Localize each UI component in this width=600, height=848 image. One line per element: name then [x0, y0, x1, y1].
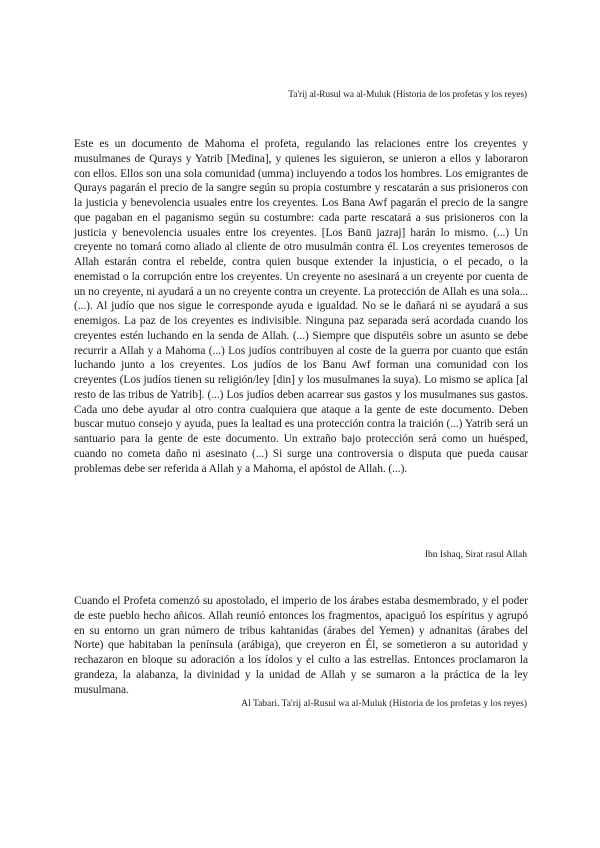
citation-al-tabari: Al Tabari. Ta'rij al-Rusul wa al-Muluk (Historia de los profetas y los reyes): [241, 699, 527, 709]
header-citation: Ta'rij al-Rusul wa al-Muluk (Historia de los profetas y los reyes): [288, 90, 527, 100]
paragraph-ibn-ishaq: Este es un documento de Mahoma el profeta, regulando las relaciones entre los creyentes y musulmanes de Qurays y Yatrib [Medina], y quienes les siguieron, se unieron a ellos y laboraron con ellos. Ellos son una sola comunidad (umma) incluyendo a todos los hombres. Los emigrantes de Qurays pagarán el precio de la sangre según su propia costumbre y rescatarán a sus prisioneros con la justicia y benevolencia usuales entre los creyentes. Los Bana Awf pagarán el precio de la sangre que pagaban en el paganismo según su costumbre: cada parte rescatará a sus prisioneros con la justicia y benevolencia usuales entre los creyentes. [Los Banū jazraj] harán lo mismo. (...) Un creyente no tomará como aliado al cliente de otro musulmán contra él. Los creyentes temerosos de Allah estarán contra el rebelde, contra quien busque extender la injusticia, o el pecado, o la enemistad o la corrupción entre los creyentes. Un creyente no asesinará a un creyente por cuenta de un no creyente, ni ayudará a un no creyente contra un creyente. La protección de Allah es una sola... (...). Al judío que nos sigue le corresponde ayuda e igualdad. No se le dañará ni se ayudará a sus enemigos. La paz de los creyentes es indivisible. Ninguna paz separada será acordada cuando los creyentes estén luchando en la senda de Allah. (...) Siempre que disputéis sobre un asunto se debe recurrir a Allah y a Mahoma (...) Los judíos contribuyen al coste de la guerra por cuanto que están luchando junto a los creyentes. Los judíos de los Banu Awf forman una comunidad con los creyentes (Los judíos tienen su religión/ley [din] y los musulmanes la suya). Lo mismo se aplica [al resto de las tribus de Yatrib]. (...) Los judíos deben acarrear sus gastos y los musulmanes sus gastos. Cada uno debe ayudar al otro contra cualquiera que ataque a la gente de este documento. Deben buscar mutuo consejo y ayuda, pues la lealtad es una protección contra la traición (...) Yatrib será un santuario para la gente de este documento. Un extraño bajo protección será como un huésped, cuando no cometa daño ni asesinato (...) Si surge una controversia o disputa que pueda causar problemas debe ser referida a Allah y a Mahoma, el apóstol de Allah. (...).: [74, 138, 528, 475]
citation-ibn-ishaq: Ibn Ishaq, Sirat rasul Allah: [424, 550, 527, 560]
paragraph-al-tabari: Cuando el Profeta comenzó su apostolado, el imperio de los árabes estaba desmembrado, y el poder de este pueblo hecho añicos. Allah reunió entonces los fragmentos, apaciguó los espíritus y agrupó en su entorno un gran número de tribus kahtanidas (árabes del Yemen) y adnanitas (árabes del Norte) que habitaban la península (arábiga), que creyeron en Él, se sometieron a su autoridad y rechazaron en bloque su adoración a los ídolos y el culto a las estrellas. Entonces proclamaron la grandeza, la alabanza, la divinidad y la unidad de Allah y se sumaron a la práctica de la ley musulmana.: [74, 595, 528, 696]
